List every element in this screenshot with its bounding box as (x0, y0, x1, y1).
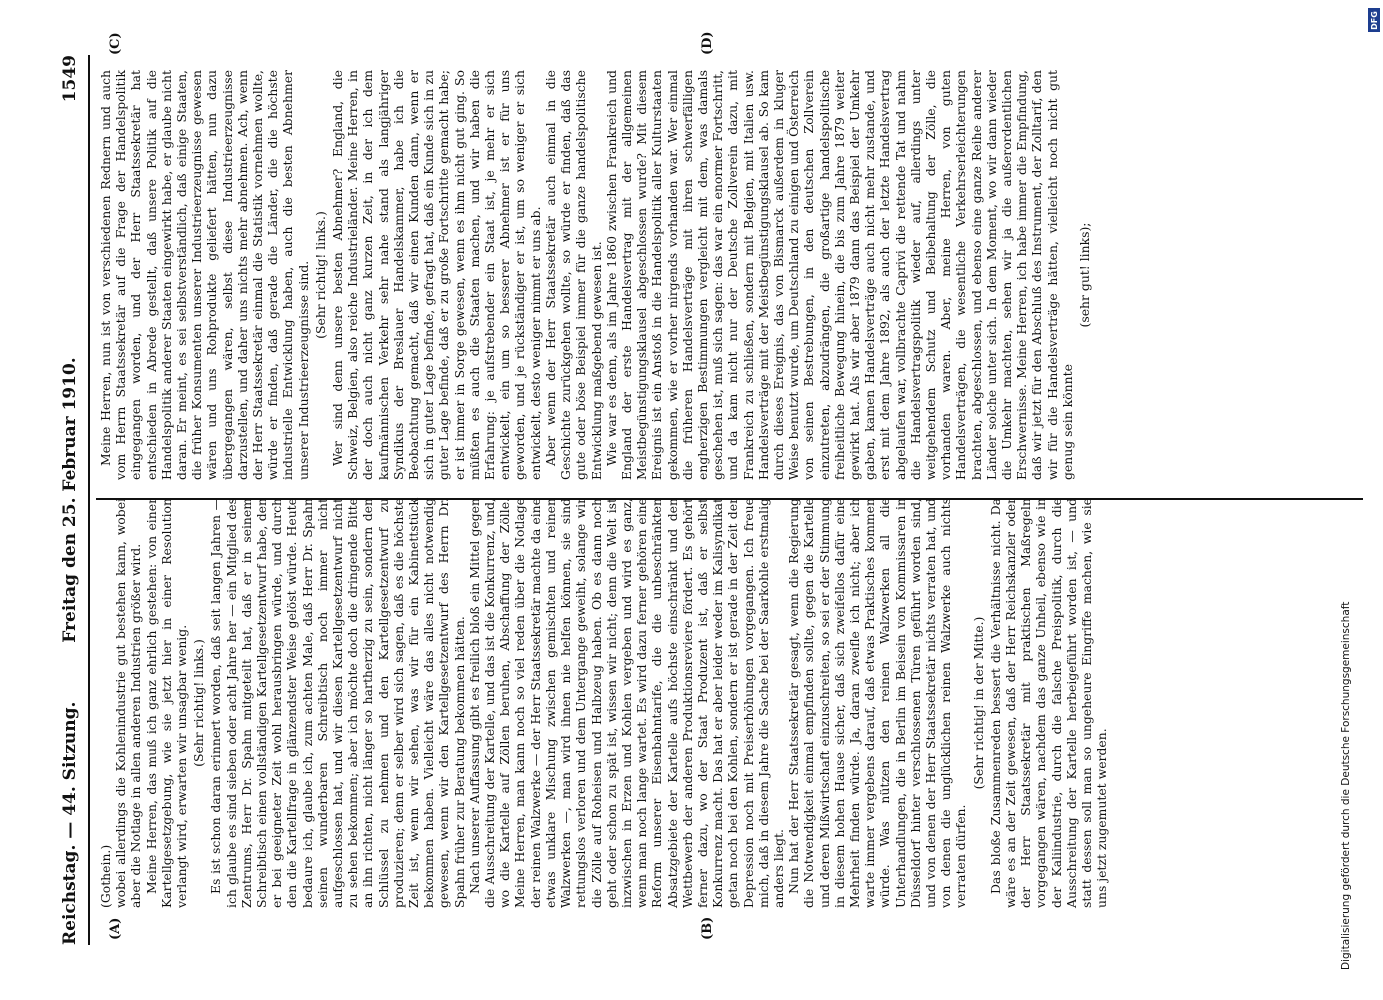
page-number: 1549 (60, 55, 80, 103)
header-rule (88, 55, 90, 945)
paragraph: wobei allerdings die Kohlenindustrie gut bestehen kann, wobei aber die Notlage in allen anderen Industrien größer wird. (113, 498, 144, 908)
interjection: (Sehr richtig! links.) (191, 639, 207, 767)
header-date: Freitag den 25. Februar 1910. (60, 357, 80, 643)
marker-d: (D) (700, 31, 715, 55)
paragraph: Nun hat der Herr Staatssekretär gesagt, wenn die Regierung die Notwendigkeit einmal empfinden sollte, gegen die Kartelle und deren Mißwirtschaft einzuschreiten, so sei er der Stimmung in diesem hohen Hause sicher, daß sich zweifellos dafür eine Mehrheit finden würde. Ja, daran zweifle ich nicht; aber ich warte immer vergebens darauf, daß etwas Praktisches kommen würde. Was nützen den reinen Walzwerken all die Unterhandlungen, die in Berlin im Beisein von Kommissaren in Düsseldorf hinter verschlossenen Türen geführt worden sind, und von denen der Herr Staatssekretär nichts verraten hat, und von denen die unglücklichen reinen Walzwerke auch nichts verraten dürfen. (786, 498, 969, 908)
dfg-logo: DFG (1368, 8, 1380, 32)
paragraph: Es ist schon daran erinnert worden, daß seit langen Jahren — ich glaube es sind sieben oder acht Jahre her — ein Mitglied des Zentrums, Herr Dr. Spahn mitgeteilt hat, daß er in seinem Schreibtisch einen vollständigen Kartellgesetzentwurf habe, den er bei geeigneter Zeit wohl herausbringen würde, und durch den die Kartellfrage in glänzendster Weise gelöst würde. Heute bedaure ich, glaube ich, zum achten Male, daß Herr Dr. Spahn seinen wunderbaren Schreibtisch noch immer nicht aufgeschlossen hat, und wir diesen Kartellgesetzentwurf nicht zu sehen bekommen; aber ich möchte doch die dringende Bitte an ihn richten, nicht länger so hartherzig zu sein, sondern den Schlüssel zu nehmen und den Kartellgesetzentwurf zu produzieren; denn er selber wird sich sagen, daß es die höchste Zeit ist, wenn wir sehen, was wir für ein Kabinettstück bekommen haben. Vielleicht wäre das alles nicht notwendig gewesen, wenn wir den Kartellgesetzentwurf des Herrn Dr. Spahn früher zur Beratung bekommen hätten. (208, 498, 467, 908)
paragraph: Wie war es denn, als im Jahre 1860 zwischen Frankreich und England der erste Handelsvertrag mit der allgemeinen Meistbegünstigungsklausel abgeschlossen wurde? Mit diesem Ereignis ist ein Anstoß in die Handelspolitik aller Kulturstaaten gekommen, wie er vorher nirgends vorhanden war. Wer einmal die früheren Handelsverträge mit ihren schwerfälligen engherzigen Bestimmungen vergleicht mit dem, was damals geschehen ist, muß sich sagen: das war ein enormer Fortschritt, und da kam nicht nur der Deutsche Zollverein dazu, mit Frankreich zu schließen, sondern mit Belgien, mit Italien usw. Handelsverträge mit der Meistbegünstigungsklausel ab. So kam durch dieses Ereignis, das von Bismarck außerdem in kluger Weise benutzt wurde, um Deutschland zu einigen und Österreich von seinen Bestrebungen, in den deutschen Zollverein einzutreten, abzudrängen, die großartige handelspolitische freiheitliche Bewegung hinein, die bis zum Jahre 1879 weiter gewirkt hat. Als wir aber 1879 dann das Beispiel der Umkehr gaben, kamen Handelsverträge auch nicht mehr zustande, und erst mit dem Jahre 1892, als auch der letzte Handelsvertrag abgelaufen war, vollbrachte Caprivi die rettende Tat und nahm die Handelsvertragspolitik wieder auf, allerdings unter weitgehendem Schutz und Beibehaltung der Zölle, die vorhanden waren. Aber, meine Herren, von guten Handelsverträgen, die wesentliche Verkehrserleichterungen brachten, abgeschlossen, und ebenso eine ganze Reihe anderer Länder solche unter sich. In dem Moment, wo wir dann wieder die Umkehr machten, sehen wir ja die außerordentlichen Erschwernisse. Meine Herren, ich habe immer die Empfindung, daß wir jetzt für den Abschluß des Instrument, der Zolltarif, den wir für die Handelsverträge hätten, vielleicht noch nicht gut genug sein könnte (603, 70, 1075, 480)
interjection: (sehr gut! links); (1077, 222, 1092, 328)
interjection: (Sehr richtig! in der Mitte.) (970, 616, 986, 790)
left-column (98, 498, 1109, 908)
credit-text: Digitalisierung gefördert durch die Deutsche Forschungsgemeinschaft (1340, 601, 1352, 970)
right-column (98, 70, 1094, 480)
page-header (60, 55, 90, 945)
paragraph: Meine Herren, nun ist von verschiedenen Rednern und auch vom Herrn Staatssekretär auf die Frage der Handelspolitik eingegangen worden, und der Herr Staatssekretär hat entschieden in Abrede gestellt, daß unsere Politik auf die Handelspolitik anderer Staaten eingewirkt habe, er glaube nicht daran. Er meint, es sei selbstverständlich, daß einige Staaten, die früher Konsumenten unserer Industrieerzeugnisse gewesen wären und uns Rohprodukte geliefert hätten, nun dazu übergegangen wären, selbst diese Industrieerzeugnisse darzustellen, und daher uns nichts mehr abnehmen. Ach, wenn der Herr Staatssekretär einmal die Statistik vornehmen wollte, würde er finden, daß gerade die Länder, die die höchste industrielle Entwicklung haben, auch die besten Abnehmer unserer Industrieerzeugnisse sind. (98, 70, 311, 480)
paragraph: Nach unserer Auffassung gibt es freilich bloß ein Mittel gegen die Ausschreitung der Kartelle, und das ist die Konkurrenz, und, wo die Kartelle auf Zöllen beruhen, Abschaffung der Zölle. Meine Herren, man kann noch so viel reden über die Notlage der reinen Walzwerke — der Herr Staatssekretär machte da eine etwas unklare Mischung zwischen gemischten und reinen Walzwerken —, man wird ihnen nie helfen können, sie sind rettungslos verloren und dem Untergange geweiht, solange wir die Zölle auf Roheisen und Halbzeug haben. Ob es dann noch geht oder schon zu spät ist, wissen wir nicht; denn die Welt ist inzwischen in Erzen und Kohlen vergeben und wird es ganz, wenn man noch lange wartet. Es wird dazu ferner gehören eine Reform unserer Eisenbahntarife, die die unbeschränkten Absatzgebiete der Kartelle aufs höchste einschränkt und den Wettbewerb der anderen Produktionsreviere fördert. Es gehört ferner dazu, wo der Staat Produzent ist, daß er selbst Konkurrenz macht. Das hat er aber leider weder im Kalisyndikat getan noch bei den Kohlen, sondern er ist gerade in der Zeit der Depression noch mit Preiserhöhungen vorgegangen. Ich freue mich, daß in diesem Jahre die Sache bei der Saarkohle erstmalig anders liegt. (466, 498, 786, 908)
paragraph: Aber wenn der Herr Staatssekretär auch einmal in die Geschichte zurückgehen wollte, so würde er finden, daß das gute oder böse Beispiel immer für die ganze handelspolitische Entwicklung maßgebend gewesen ist. (542, 70, 604, 480)
paragraph: Wer sind denn unsere besten Abnehmer? England, die Schweiz, Belgien, also reiche Industrieländer. Meine Herren, in der doch auch nicht ganz kurzen Zeit, in der ich dem kaufmännischen Verkehr sehr nahe stand als langjähriger Syndikus der Breslauer Handelskammer, habe ich die Beobachtung gemacht, daß wir einen Kunden dann, wenn er sich in guter Lage befinde, gefragt hat, daß ein Kunde sich in zu guter Lage befinde, daß er zu große Fortschritte gemacht habe; er ist immer in Sorge gewesen, wenn es ihm nicht gut ging. So müßten es auch die Staaten machen, und wir haben die Erfahrung: je aufstrebender ein Staat ist, je mehr er sich entwickelt, ein um so besserer Abnehmer ist er für uns geworden, und je rückständiger er ist, um so weniger er sich entwickelt, desto weniger nimmt er uns ab. (330, 70, 543, 480)
header-left-title: Reichstag. — 44. Sitzung. (60, 701, 80, 945)
interjection: (Sehr richtig! links.) (312, 211, 328, 339)
marker-a: (A) (108, 917, 123, 940)
speaker-name: (Gothein.) (98, 844, 113, 908)
marker-b: (B) (700, 916, 715, 940)
paragraph: Das bloße Zusammenreden bessert die Verhältnisse nicht. Da wäre es an der Zeit gewesen, daß der Herr Reichskanzler oder der Herr Staatssekretär mit praktischen Maßregeln vorgegangen wären, nachdem das ganze Unheil, ebenso wie in der Kaliindustrie, durch die falsche Preispolitik, durch die Ausschreitung der Kartelle herbeigeführt worden ist, — und statt dessen soll man so ungeheure Eingriffe machen, wie sie uns jetzt zugemutet werden. (987, 498, 1110, 908)
paragraph: Meine Herren, das muß ich ganz ehrlich gestehen: von einer Kartellgesetzgebung, wie sie jetzt hier in einer Resolution verlangt wird, erwarten wir unsagbar wenig. (143, 498, 190, 908)
digitization-credit (1340, 30, 1370, 970)
marker-c: (C) (108, 32, 123, 55)
